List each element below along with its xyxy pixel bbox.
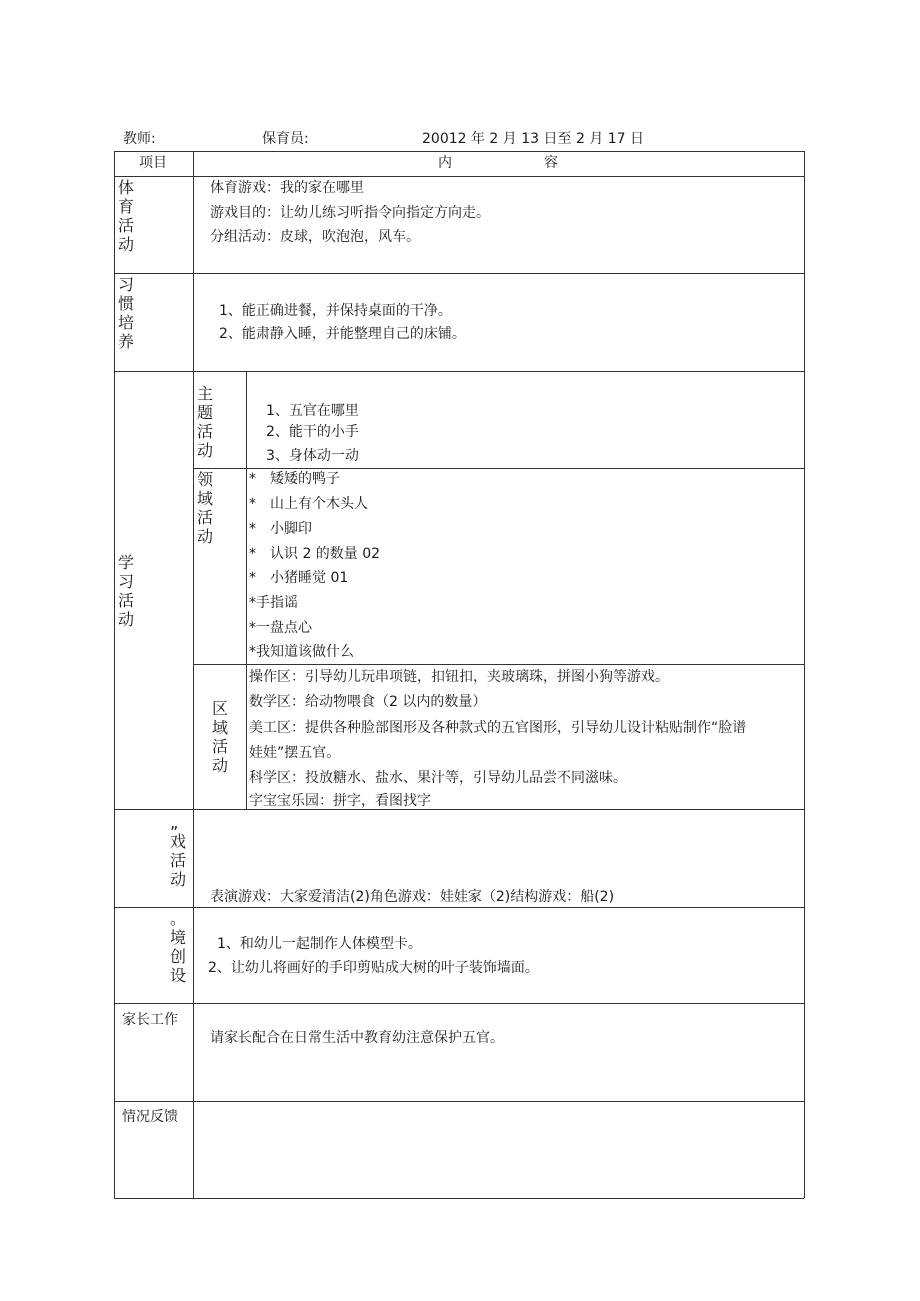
area-item-6: 字宝宝乐园：拼字，看图找字 — [249, 793, 431, 809]
domain-item-7: *一盘点心 — [249, 620, 312, 636]
feedback-label: 情况反馈 — [122, 1109, 178, 1125]
area-item-2: 数学区：给动物喂食（2 以内的数量） — [249, 694, 487, 710]
column-head-item: 项目 — [139, 155, 167, 171]
habits-label: 习 惯 培 养 — [118, 275, 135, 351]
games-line: 表演游戏：大家爱清洁(2)角色游戏：娃娃家（2)结构游戏：船(2) — [210, 889, 615, 905]
parents-label: 家长工作 — [122, 1012, 178, 1028]
environment-label: 。 境 创 设 — [170, 909, 187, 985]
domain-item-6: *手指谣 — [249, 595, 298, 611]
domain-item-8: *我知道该做什么 — [249, 644, 354, 660]
environment-line-2: 2、让幼儿将画好的手印剪贴成大树的叶子装饰墙面。 — [208, 960, 539, 976]
teacher-label: 教师: — [123, 131, 156, 147]
area-item-1: 操作区：引导幼儿玩串项链，扣钮扣，夹玻璃珠，拼图小狗等游戏。 — [249, 669, 669, 685]
area-activity-label: 区 域 活 动 — [212, 699, 229, 775]
domain-item-4: * 认识 2 的数量 02 — [249, 546, 381, 562]
theme-activity-label: 主 题 活 动 — [197, 384, 214, 460]
column-head-content-b: 容 — [544, 155, 558, 171]
parents-line: 请家长配合在日常生活中教育幼注意保护五官。 — [210, 1030, 504, 1046]
domain-item-5: * 小猪睡觉 01 — [249, 570, 349, 586]
games-label: „ 戏 活 动 — [170, 813, 187, 889]
domain-item-3: * 小脚印 — [249, 521, 312, 537]
theme-item-1: 1、五官在哪里 — [266, 403, 359, 419]
sports-line-2: 游戏目的：让幼儿练习听指令向指定方向走。 — [210, 205, 490, 221]
habits-line-2: 2、能肃静入睡，并能整理自己的床铺。 — [219, 326, 466, 342]
sports-label: 体 育 活 动 — [118, 178, 135, 254]
habits-line-1: 1、能正确进餐，并保持桌面的干净。 — [219, 303, 452, 319]
area-item-3: 美工区：提供各种脸部图形及各种款式的五官图形，引导幼儿设计粘贴制作“脸谱 — [249, 720, 747, 736]
area-item-4: 娃娃”摆五官。 — [249, 745, 341, 761]
nurse-label: 保育员: — [262, 131, 309, 147]
theme-item-2: 2、能干的小手 — [266, 424, 359, 440]
column-head-content-a: 内 — [438, 155, 452, 171]
theme-item-3: 3、身体动一动 — [266, 448, 359, 464]
sports-line-3: 分组活动：皮球，吹泡泡，风车。 — [210, 229, 420, 245]
domain-item-1: * 矮矮的鸭子 — [249, 471, 340, 487]
date-range: 20012 年 2 月 13 日至 2 月 17 日 — [422, 131, 645, 147]
learning-label: 学 习 活 动 — [118, 553, 135, 629]
domain-item-2: * 山上有个木头人 — [249, 496, 368, 512]
environment-line-1: 1、和幼儿一起制作人体模型卡。 — [217, 936, 422, 952]
area-item-5: 科学区：投放糖水、盐水、果汁等，引导幼儿品尝不同滋味。 — [249, 770, 627, 786]
domain-activity-label: 领 域 活 动 — [197, 470, 214, 546]
sports-line-1: 体育游戏：我的家在哪里 — [210, 180, 364, 196]
